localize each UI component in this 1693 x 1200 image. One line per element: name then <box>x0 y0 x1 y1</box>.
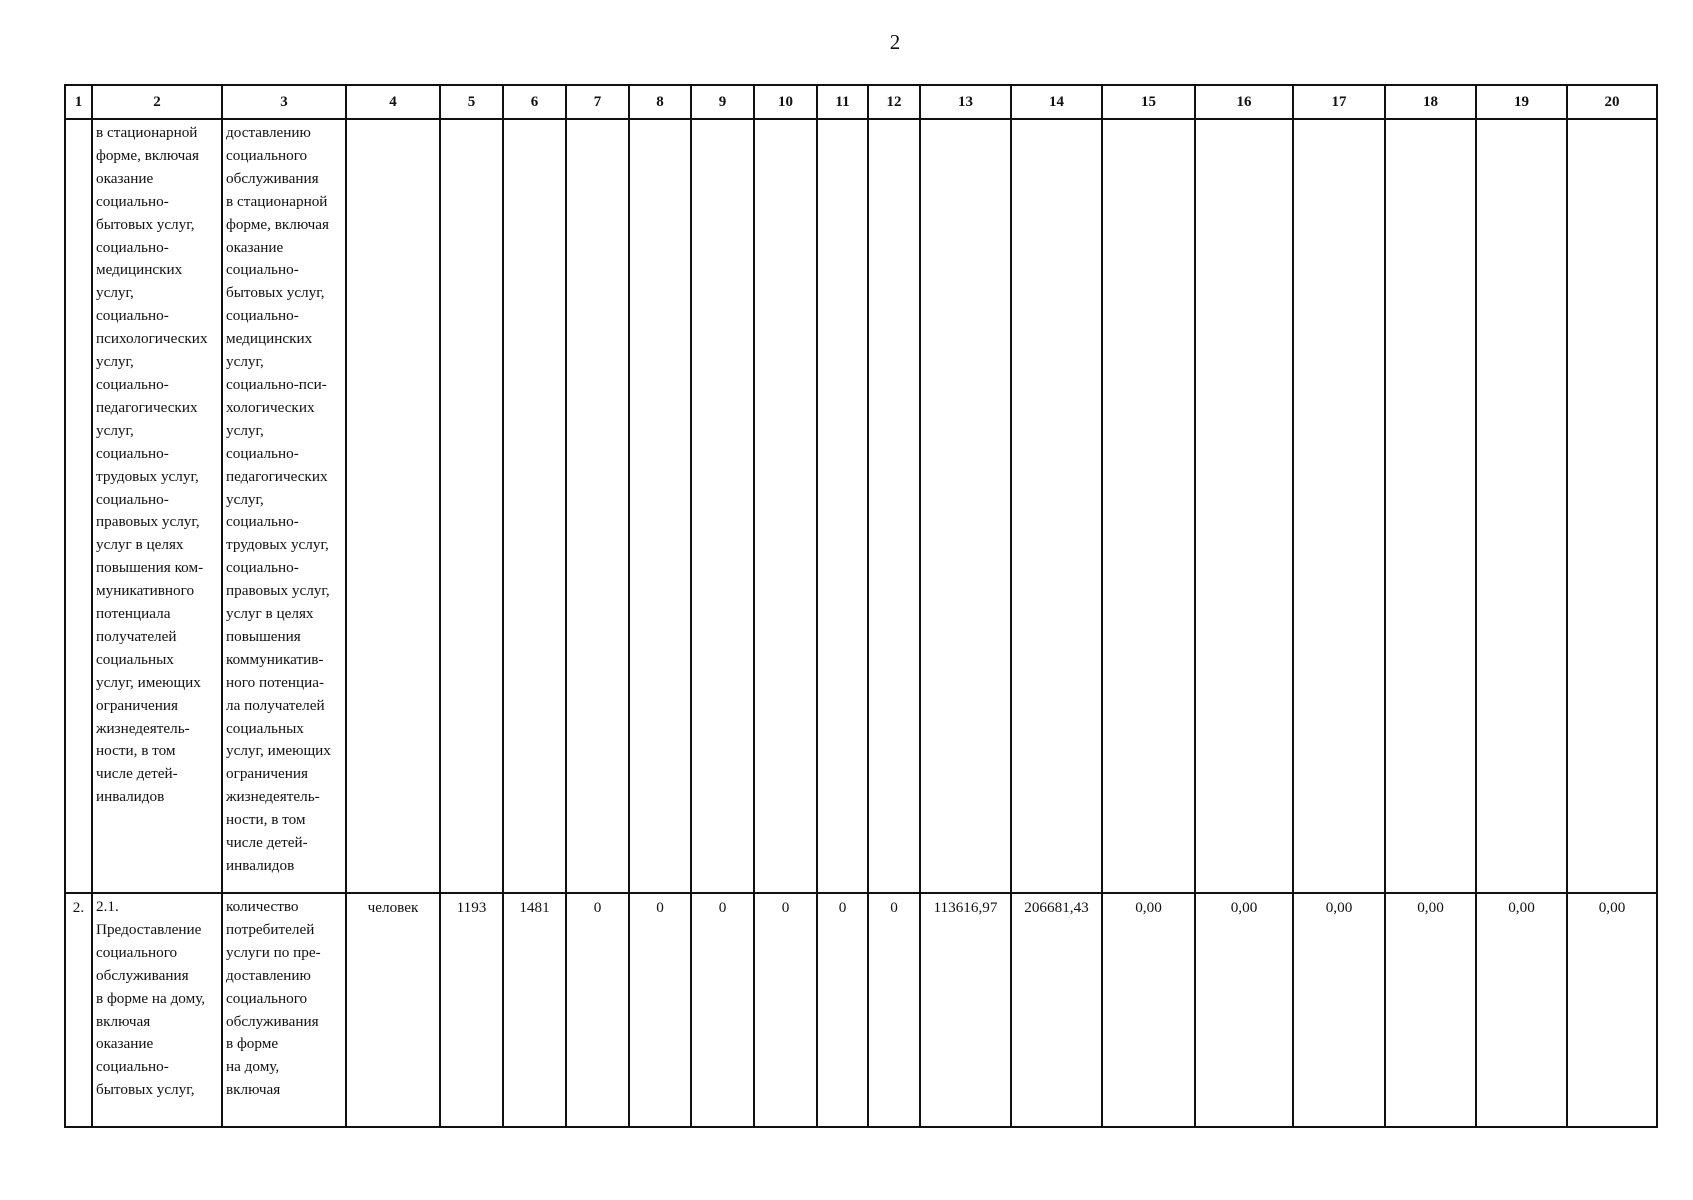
value-cell: 0 <box>868 893 920 1127</box>
column-header: 2 <box>92 85 222 119</box>
value-cell: 0,00 <box>1567 893 1657 1127</box>
column-header: 19 <box>1476 85 1567 119</box>
table-cell <box>503 119 566 893</box>
column-header: 11 <box>817 85 868 119</box>
value-cell: 206681,43 <box>1011 893 1102 1127</box>
table-cell <box>868 119 920 893</box>
table-cell <box>1011 119 1102 893</box>
column-header: 13 <box>920 85 1011 119</box>
column-header: 12 <box>868 85 920 119</box>
value-cell: 0 <box>817 893 868 1127</box>
indicator-name-cell: доставлению социального обслуживания в стационарной форме, включая оказание социально- бытовых услуг, социально- медицинских услуг, социально-пси- хологических услуг, социально- педагогических услуг, социально- трудовых услуг, социально- правовых услуг, услуг в целях повышения коммуникатив- ного потенциа- ла получателей социальных услуг, имеющих ограничения жизнедеятель- ности, в том числе детей- инвалидов <box>222 119 346 893</box>
table-row <box>65 119 1657 893</box>
table-cell <box>1476 119 1567 893</box>
column-header: 18 <box>1385 85 1476 119</box>
column-header: 6 <box>503 85 566 119</box>
table-cell <box>920 119 1011 893</box>
column-header: 9 <box>691 85 754 119</box>
value-cell: 0 <box>566 893 629 1127</box>
column-header: 15 <box>1102 85 1195 119</box>
table-cell <box>346 119 440 893</box>
unit-cell: человек <box>346 893 440 1127</box>
page-number: 2 <box>889 30 901 54</box>
row-number-cell: 2. <box>65 893 92 1127</box>
column-header: 8 <box>629 85 691 119</box>
value-cell: 113616,97 <box>920 893 1011 1127</box>
value-cell: 0,00 <box>1195 893 1293 1127</box>
row-number-cell <box>65 119 92 893</box>
column-header: 3 <box>222 85 346 119</box>
value-cell: 0 <box>754 893 817 1127</box>
value-cell: 1193 <box>440 893 503 1127</box>
value-cell: 0 <box>691 893 754 1127</box>
value-cell: 0,00 <box>1476 893 1567 1127</box>
table-cell <box>1102 119 1195 893</box>
column-header: 17 <box>1293 85 1385 119</box>
value-cell: 0,00 <box>1102 893 1195 1127</box>
column-header: 14 <box>1011 85 1102 119</box>
column-header: 5 <box>440 85 503 119</box>
column-header: 4 <box>346 85 440 119</box>
value-cell: 1481 <box>503 893 566 1127</box>
column-header: 7 <box>566 85 629 119</box>
table-cell <box>754 119 817 893</box>
column-header: 10 <box>754 85 817 119</box>
column-header: 16 <box>1195 85 1293 119</box>
header-row <box>65 85 1657 119</box>
table-cell <box>1385 119 1476 893</box>
table-cell <box>1567 119 1657 893</box>
table-cell <box>566 119 629 893</box>
value-cell: 0,00 <box>1293 893 1385 1127</box>
table-cell <box>1195 119 1293 893</box>
table-cell <box>817 119 868 893</box>
table-cell <box>440 119 503 893</box>
data-table <box>64 84 1658 1128</box>
service-name-cell: 2.1. Предоставление социального обслуживания в форме на дому, включая оказание социально- бытовых услуг, <box>92 893 222 1127</box>
column-header: 20 <box>1567 85 1657 119</box>
table-cell <box>629 119 691 893</box>
service-name-cell: в стационарной форме, включая оказание социально- бытовых услуг, социально- медицинских услуг, социально- психологических услуг, социально- педагогических услуг, социально- трудовых услуг, социально- правовых услуг, услуг в целях повышения ком- муникативного потенциала получателей социальных услуг, имеющих ограничения жизнедеятель- ности, в том числе детей- инвалидов <box>92 119 222 893</box>
table-row <box>65 893 1657 1127</box>
indicator-name-cell: количество потребителей услуги по пре- доставлению социального обслуживания в форме на дому, включая <box>222 893 346 1127</box>
table-cell <box>691 119 754 893</box>
column-header: 1 <box>65 85 92 119</box>
value-cell: 0 <box>629 893 691 1127</box>
value-cell: 0,00 <box>1385 893 1476 1127</box>
table-cell <box>1293 119 1385 893</box>
